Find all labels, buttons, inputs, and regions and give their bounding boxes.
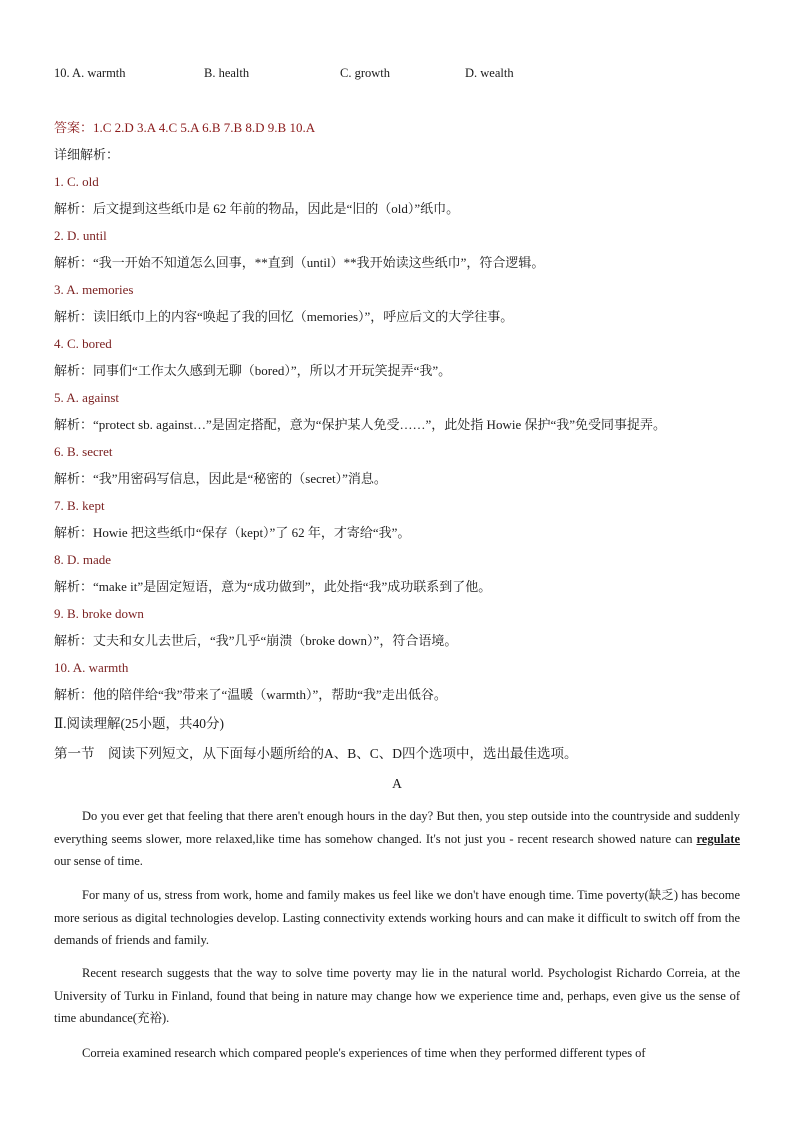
passage-label: A xyxy=(392,776,402,791)
passage-paragraph-3: Recent research suggests that the way to solve time poverty may lie in the natural world. Psychologist Richardo Correia, at the University of Turku in Finland, found that being in nature may change how we experience time and, perhaps, even give us the sense of time abundance(充裕). xyxy=(54,966,740,1025)
part-heading: Ⅱ.阅读理解(25小题，共40分) xyxy=(54,716,225,731)
answer-item-question: 10. A. warmth xyxy=(54,660,129,675)
answer-item-explanation: 解析：同事们“工作太久感到无聊（bored）”，所以才开玩笑捉弄“我”。 xyxy=(54,363,452,378)
passage-paragraph-4: Correia examined research which compared people's experiences of time when they performed different types of xyxy=(82,1046,646,1060)
answer-key: 答案：1.C 2.D 3.A 4.C 5.A 6.B 7.B 8.D 9.B 10.A xyxy=(54,120,316,135)
answer-item-question: 8. D. made xyxy=(54,552,112,567)
option-c: C. growth xyxy=(340,66,390,80)
detail-label: 详细解析： xyxy=(54,147,120,162)
answer-section xyxy=(54,118,754,712)
option-b: B. health xyxy=(204,66,250,80)
vocab-word: regulate xyxy=(696,831,740,846)
paragraph-text: Do you ever get that feeling that there aren't enough hours in the day? But then, you step outside into the countryside and suddenly everything seems slower, more relaxed,like time has somehow changed. It's not just you - recent research showed nature can xyxy=(54,809,740,846)
answer-item-explanation: 解析：“我”用密码写信息，因此是“秘密的（secret）”消息。 xyxy=(54,471,387,486)
answer-item-explanation: 解析：Howie 把这些纸巾“保存（kept）”了 62 年，才寄给“我”。 xyxy=(54,525,411,540)
answer-item-question: 7. B. kept xyxy=(54,498,105,513)
paragraph-text: our sense of time. xyxy=(54,854,143,868)
option-a: 10. A. warmth xyxy=(54,66,126,80)
section-heading: 第一节 阅读下列短文，从下面每小题所给的A、B、C、D四个选项中，选出最佳选项。 xyxy=(54,746,578,761)
answer-item-question: 2. D. until xyxy=(54,228,107,243)
answer-item-explanation: 解析：丈夫和女儿去世后，“我”几乎“崩溃（broke down）”，符合语境。 xyxy=(54,633,458,648)
answer-item-explanation: 解析：他的陪伴给“我”带来了“温暖（warmth）”，帮助“我”走出低谷。 xyxy=(54,687,447,702)
answer-item-explanation: 解析：“protect sb. against…”是固定搭配，意为“保护某人免受……”，此处指 Howie 保护“我”免受同事捉弄。 xyxy=(54,417,667,432)
answer-item-question: 1. C. old xyxy=(54,174,99,189)
answer-item-question: 5. A. against xyxy=(54,390,119,405)
passage-paragraph-2: For many of us, stress from work, home and family makes us feel like we don't have enough time. Time poverty(缺乏) has become more serious as digital technologies develop. Lasting connectivity extends working hours and can make it difficult to switch off from the demands of friends and family. xyxy=(54,888,740,947)
option-d: D. wealth xyxy=(465,66,514,80)
answer-item-question: 3. A. memories xyxy=(54,282,134,297)
passage-paragraph-1 xyxy=(54,805,740,873)
question-10-options xyxy=(54,66,754,86)
answer-item-explanation: 解析：后文提到这些纸巾是 62 年前的物品，因此是“旧的（old）”纸巾。 xyxy=(54,201,460,216)
answer-item-question: 9. B. broke down xyxy=(54,606,144,621)
answer-item-explanation: 解析：读旧纸巾上的内容“唤起了我的回忆（memories）”，呼应后文的大学往事。 xyxy=(54,309,514,324)
answer-item-question: 6. B. secret xyxy=(54,444,113,459)
answer-item-question: 4. C. bored xyxy=(54,336,112,351)
answer-item-explanation: 解析：“make it”是固定短语，意为“成功做到”，此处指“我”成功联系到了他。 xyxy=(54,579,492,594)
answer-item-explanation: 解析：“我一开始不知道怎么回事，**直到（until）**我开始读这些纸巾”，符合逻辑。 xyxy=(54,255,545,270)
